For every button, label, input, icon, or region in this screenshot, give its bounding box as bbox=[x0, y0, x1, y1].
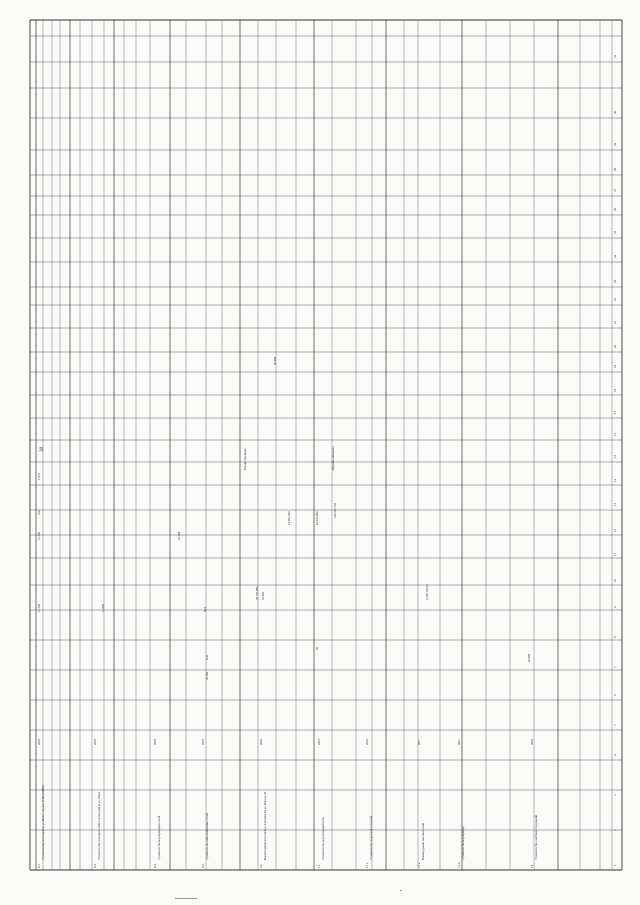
cell-value: 24 102,604 bbox=[315, 511, 319, 525]
row-number: 9.4. bbox=[153, 863, 157, 868]
row-number: 11. bbox=[317, 864, 321, 868]
cell-value: 14 691,554 bbox=[287, 511, 291, 525]
row-number: 12. bbox=[530, 864, 534, 868]
row-number: 11.1. bbox=[365, 861, 369, 868]
row-year: 2018 bbox=[153, 739, 157, 745]
row-year: 2018 bbox=[530, 739, 534, 745]
column-number: 8 bbox=[613, 636, 617, 638]
column-number: 10 bbox=[613, 578, 617, 582]
column-number: 24 bbox=[613, 254, 617, 258]
column-number: 31 bbox=[613, 54, 617, 58]
column-number: 18 bbox=[613, 388, 617, 392]
row-number: 10. bbox=[259, 864, 263, 868]
column-number: 15 bbox=[613, 454, 617, 458]
cell-value: 16 000 bbox=[261, 591, 265, 600]
row-year: 2017 bbox=[457, 739, 461, 745]
row-year: 2017 bbox=[417, 739, 421, 745]
column-number: 20 bbox=[613, 344, 617, 348]
cell-value: 11 500 bbox=[37, 531, 41, 540]
cell-value: 11 500 bbox=[37, 603, 41, 612]
cell-value: 20 000 bbox=[273, 356, 277, 365]
row-year: 2016 bbox=[259, 739, 263, 745]
cell-value: 0,43 bbox=[205, 654, 209, 660]
row-year: 2018 bbox=[37, 739, 41, 745]
row-name: Строительство водопроводных сетей bbox=[158, 815, 161, 860]
column-number: 5 bbox=[613, 724, 617, 726]
column-number: 23 bbox=[613, 279, 617, 283]
row-year: 2018 bbox=[93, 739, 97, 745]
row-number: 9.3. bbox=[93, 863, 97, 868]
column-number: 17 bbox=[613, 410, 617, 414]
row-name: Реконструкция тепловых сетей bbox=[422, 823, 425, 860]
column-number: 11 bbox=[613, 552, 617, 556]
cell-value: 1,874 bbox=[37, 473, 41, 480]
column-number: 28 bbox=[613, 167, 617, 171]
row-year: 2016 bbox=[365, 739, 369, 745]
scan-mark bbox=[175, 898, 197, 899]
row-number: 11.4. bbox=[457, 861, 461, 868]
column-number: 25 bbox=[613, 230, 617, 234]
section-header: Прочие объекты bbox=[331, 446, 335, 470]
column-number: 13 bbox=[613, 502, 617, 506]
row-number: 9.5. bbox=[201, 863, 205, 868]
column-number: 21 bbox=[613, 320, 617, 324]
column-number: 29 bbox=[613, 142, 617, 146]
row-year: 2018 bbox=[201, 739, 205, 745]
cell-value: 154 bbox=[37, 510, 41, 515]
cell-value: 8,25 bbox=[203, 606, 207, 612]
cell-value: 20 000 bbox=[205, 671, 209, 680]
cell-value: 11 000 bbox=[101, 603, 105, 612]
row-name: Строительство водопровода bbox=[462, 826, 465, 860]
cell-value: 10 000 bbox=[177, 531, 181, 540]
section-header: Реконструкция bbox=[243, 448, 247, 470]
column-number: 27 bbox=[613, 188, 617, 192]
column-number: 4 bbox=[613, 754, 617, 756]
column-number: 12 bbox=[613, 528, 617, 532]
row-name: Строительство очистных сооружений bbox=[535, 815, 538, 860]
column-number: 19 bbox=[613, 364, 617, 368]
scan-mark bbox=[400, 890, 402, 891]
column-number: 14 bbox=[613, 478, 617, 482]
column-number: 3 bbox=[613, 794, 617, 796]
cell-value: 42 000 bbox=[527, 653, 531, 662]
column-number: 26 bbox=[613, 207, 617, 211]
column-number: 7 bbox=[613, 666, 617, 668]
column-number: 9 bbox=[613, 606, 617, 608]
column-number: 2 bbox=[613, 829, 617, 831]
cell-value: 26 bbox=[315, 647, 319, 650]
column-number: 16 bbox=[613, 432, 617, 436]
cell-value: 4 168 150,02 bbox=[425, 584, 429, 600]
column-number: 1 bbox=[613, 864, 617, 866]
cell-value: 39 793,994 bbox=[255, 586, 259, 600]
row-name: Строительство водопроводной сети bbox=[322, 817, 325, 860]
row-number: 11.2. bbox=[417, 861, 421, 868]
row-name: Реконструкция котельной ул. Гагарина 90, ул. Рабочая 20 bbox=[264, 791, 267, 860]
column-number: 6 bbox=[613, 694, 617, 696]
row-name: Строительство модульной котельной bbox=[370, 815, 373, 860]
cell-value: 145 541,783 bbox=[333, 503, 337, 518]
row-number: 9.1. bbox=[37, 863, 41, 868]
row-name: Строительство канализационных сетей bbox=[206, 813, 209, 860]
column-number: 22 bbox=[613, 297, 617, 301]
row-name: Строительство котельной по ул. Мира г. Агрыза (ТЭЦ 2,0МВт) bbox=[42, 784, 45, 860]
column-number: 30 bbox=[613, 110, 617, 114]
page-number: 38 bbox=[40, 447, 45, 452]
row-name: Строительство тепловых сетей от котельной по ул. Мира bbox=[98, 792, 101, 860]
row-year: 2015 bbox=[317, 739, 321, 745]
